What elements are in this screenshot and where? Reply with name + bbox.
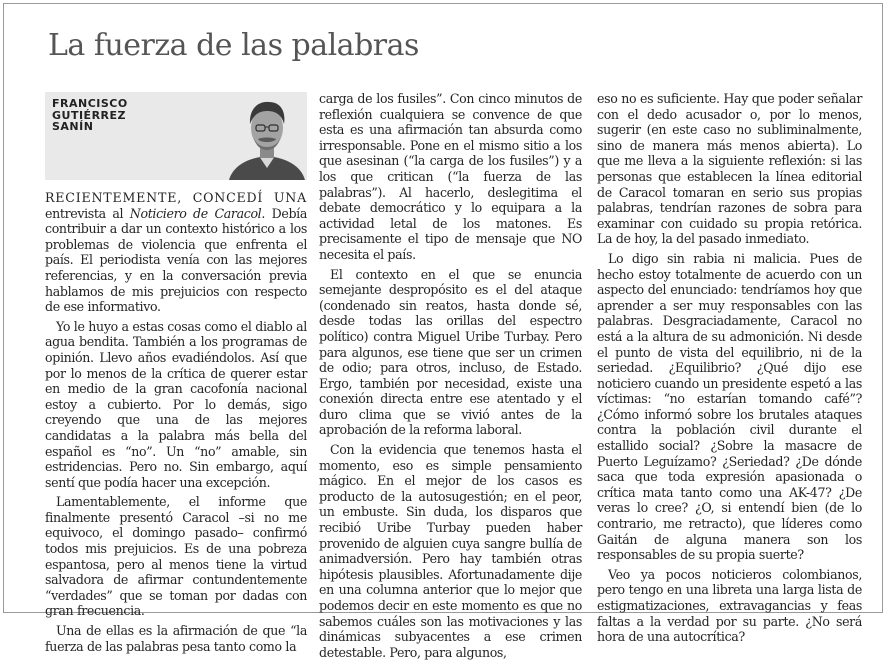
outlet-name: Noticiero de Caracol: [129, 205, 262, 221]
paragraph: RECIENTEMENTE, CONCEDÍ UNA entrevista al Noticiero de Caracol. Debía contribuir a dar un contexto histórico a los problemas de violencia que enfrenta el país. El periodista venía con las mejores referencias, y en la conversación previa hablamos de mis prejuicios con respecto de ese informativo.: [45, 190, 307, 315]
paragraph: Una de ellas es la afirmación de que “la fuerza de las palabras pesa tanto como la: [45, 623, 307, 654]
lead-in: RECIENTEMENTE, CONCEDÍ UNA: [45, 190, 307, 205]
article-column-2: [319, 91, 582, 664]
paragraph: Veo ya pocos noticieros colombianos, pero tengo en una libreta una larga lista de estigmatizaciones, extravagancias y feas faltas a la verdad por su parte. ¿No será hora de una autocrítica?: [597, 566, 862, 645]
author-portrait: [227, 92, 307, 180]
article-column-1: [45, 190, 307, 658]
author-box: [45, 92, 307, 180]
paragraph: Lo digo sin rabia ni malicia. Pues de hecho estoy totalmente de acuerdo con un aspecto del enunciado: tendríamos hoy que aprender a ser muy responsables con las palabras. Desgraciadamente, Caracol no está a la altura de su admonición. Ni desde el punto de vista del equilibrio, ni de la seriedad. ¿Equilibrio? ¿Qué dijo ese noticiero cuando un presidente espetó a las víctimas: “no estarían tomando café”? ¿Cómo informó sobre los brutales ataques contra la población civil durante el estallido social? ¿Sobre la masacre de Puerto Leguízamo? ¿Seriedad? ¿De dónde saca que toda expresión apasionada o crítica mata tanto como una AK-47? ¿De veras lo cree? ¿O, si entendí bien (de lo contrario, me retracto), que líderes como Gaitán de alguna manera son los responsables de su propia suerte?: [597, 250, 862, 563]
author-name-line: FRANCISCO: [52, 97, 128, 110]
paragraph: Yo le huyo a estas cosas como el diablo al agua bendita. También a los programas de opinión. Llevo años evadiéndolos. Así que por lo menos de la crítica de querer estar en medio de la gran cacofonía nacional estoy a cubierto. Por lo demás, sigo creyendo que una de las mejores candidatas a la palabra más bella del español es “no”. Un “no” amable, sin estridencias. Pero no. Sin embargo, aquí sentí que podía hacer una excepción.: [45, 318, 307, 490]
author-name: [52, 98, 172, 133]
author-name-line: GUTIÉRREZ: [52, 108, 127, 122]
paragraph: Lamentablemente, el informe que finalmente presentó Caracol –si no me equivoco, el domingo pasado– confirmó todos mis prejuicios. Es de una pobreza espantosa, pero al menos tiene la virtud salvadora de afirmar contundentemente “verdades” que se toman por dadas con gran frecuencia.: [45, 494, 307, 619]
paragraph: carga de los fusiles”. Con cinco minutos de reflexión cualquiera se convence de que esta es una afirmación tan absurda como irresponsable. Pone en el mismo sitio a los que asesinan (“la carga de los fusiles”) y a los que critican (“la fuerza de las palabras”). Al hacerlo, deslegitima el debate democrático y lo equipara a la actividad letal de los matones. Es precisamente el tipo de mensaje que NO necesita el país.: [319, 91, 582, 262]
article-column-3: [597, 91, 862, 649]
paragraph: Con la evidencia que tenemos hasta el momento, eso es simple pensamiento mágico. En el mejor de los casos es producto de la autosugestión; en el peor, un embuste. Sin duda, los disparos que recibió Uribe Turbay pueden haber provenido de alguien cuya sangre bullía de animadversión. Pero hay también otras hipótesis plausibles. Afortunadamente dije en una columna anterior que lo mejor que podemos decir en este momento es que no sabemos cuáles son las motivaciones y las dinámicas subyacentes a ese crimen detestable. Pero, para algunos,: [319, 442, 582, 660]
paragraph: eso no es suficiente. Hay que poder señalar con el dedo acusador o, por lo menos, sugerir (en este caso no subliminalmente, sino de manera más menos abierta). Lo que me lleva a la siguiente reflexión: si las personas que establecen la línea editorial de Caracol tomaran en serio sus propias palabras, tendrían razones de sobra para examinar con cuidado su propia retórica. La de hoy, la del pasado inmediato.: [597, 91, 862, 247]
author-name-line: SANÍN: [52, 120, 94, 133]
article-title: La fuerza de las palabras: [48, 28, 419, 63]
paragraph: El contexto en el que se enuncia semejante despropósito es el del ataque (condenado sin reatos, hasta donde sé, desde todas las orillas del espectro político) contra Miguel Uribe Turbay. Pero para algunos, ese tiene que ser un crimen de odio; para otros, incluso, de Estado. Ergo, también por necesidad, existe una conexión directa entre ese atentado y el duro clima que se vivió antes de la aprobación de la reforma laboral.: [319, 266, 582, 438]
